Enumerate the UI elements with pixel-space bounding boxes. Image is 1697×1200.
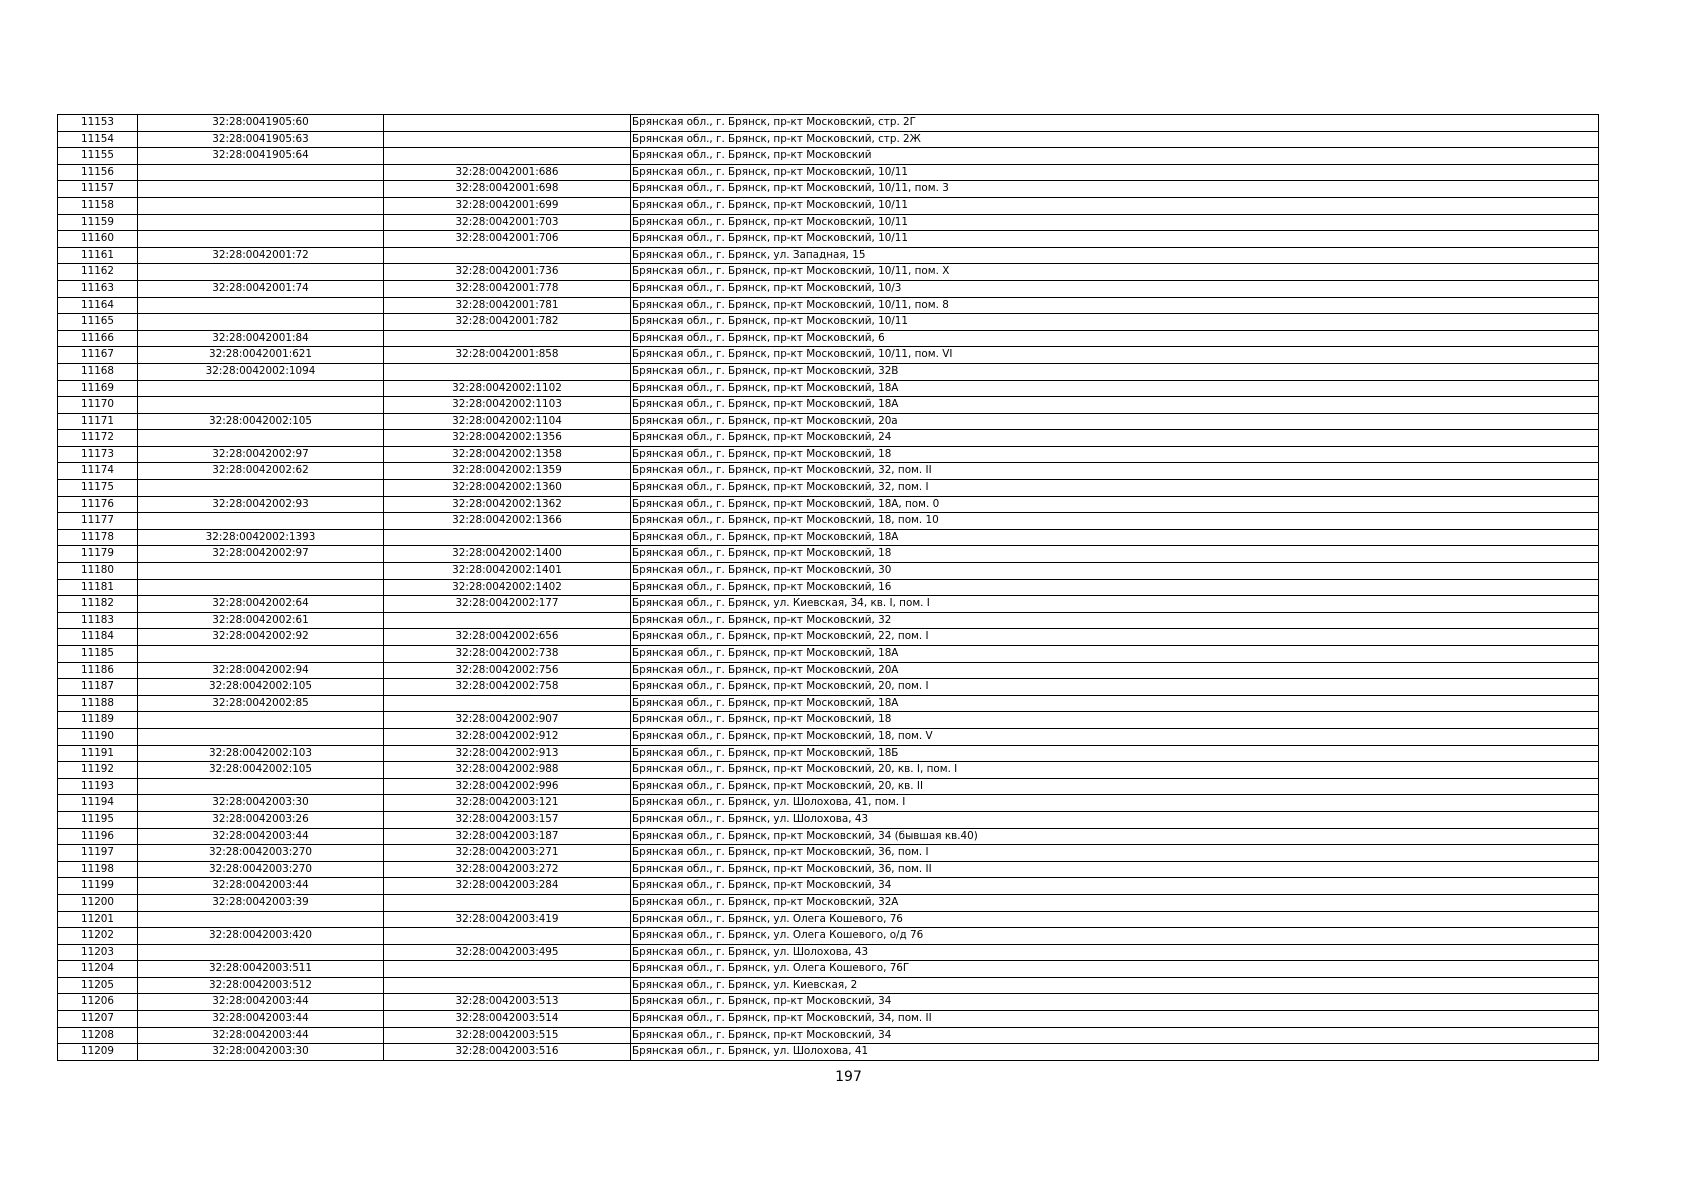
parcel-number-cell: 32:28:0042002:94 xyxy=(138,662,384,679)
parcel-number-cell: 32:28:0042003:420 xyxy=(138,928,384,945)
address-cell: Брянская обл., г. Брянск, пр-кт Московский, 18, пом. V xyxy=(631,728,1599,745)
parcel-number-cell: 32:28:0042002:61 xyxy=(138,612,384,629)
row-number-cell: 11206 xyxy=(58,994,138,1011)
row-number-cell: 11155 xyxy=(58,148,138,165)
object-number-cell: 32:28:0042002:738 xyxy=(384,646,631,663)
object-number-cell: 32:28:0042002:1356 xyxy=(384,430,631,447)
table-row xyxy=(58,662,1599,679)
address-cell: Брянская обл., г. Брянск, ул. Шолохова, 43 xyxy=(631,811,1599,828)
row-number-cell: 11162 xyxy=(58,264,138,281)
address-cell: Брянская обл., г. Брянск, пр-кт Московский, 18А xyxy=(631,529,1599,546)
address-cell: Брянская обл., г. Брянск, пр-кт Московский, 10/11 xyxy=(631,197,1599,214)
table-row xyxy=(58,828,1599,845)
parcel-number-cell xyxy=(138,164,384,181)
row-number-cell: 11164 xyxy=(58,297,138,314)
table-row xyxy=(58,397,1599,414)
table-row xyxy=(58,463,1599,480)
parcel-number-cell: 32:28:0042002:97 xyxy=(138,546,384,563)
object-number-cell: 32:28:0042003:284 xyxy=(384,878,631,895)
table-row xyxy=(58,894,1599,911)
object-number-cell: 32:28:0042003:271 xyxy=(384,845,631,862)
address-cell: Брянская обл., г. Брянск, ул. Киевская, 2 xyxy=(631,977,1599,994)
table-row xyxy=(58,131,1599,148)
object-number-cell xyxy=(384,247,631,264)
row-number-cell: 11180 xyxy=(58,563,138,580)
address-cell: Брянская обл., г. Брянск, ул. Западная, 15 xyxy=(631,247,1599,264)
address-cell: Брянская обл., г. Брянск, пр-кт Московский, 32 xyxy=(631,612,1599,629)
table-row xyxy=(58,911,1599,928)
table-row xyxy=(58,314,1599,331)
address-cell: Брянская обл., г. Брянск, пр-кт Московский, 10/11, пом. VI xyxy=(631,347,1599,364)
row-number-cell: 11189 xyxy=(58,712,138,729)
parcel-number-cell: 32:28:0042003:26 xyxy=(138,811,384,828)
address-cell: Брянская обл., г. Брянск, пр-кт Московский, 32А xyxy=(631,894,1599,911)
row-number-cell: 11194 xyxy=(58,795,138,812)
parcel-number-cell xyxy=(138,480,384,497)
object-number-cell: 32:28:0042002:1102 xyxy=(384,380,631,397)
row-number-cell: 11209 xyxy=(58,1044,138,1061)
object-number-cell: 32:28:0042003:514 xyxy=(384,1011,631,1028)
table-row xyxy=(58,944,1599,961)
address-cell: Брянская обл., г. Брянск, ул. Олега Кошевого, 76Г xyxy=(631,961,1599,978)
address-cell: Брянская обл., г. Брянск, ул. Шолохова, 43 xyxy=(631,944,1599,961)
parcel-number-cell xyxy=(138,430,384,447)
parcel-number-cell: 32:28:0042003:44 xyxy=(138,828,384,845)
address-cell: Брянская обл., г. Брянск, пр-кт Московский, 32, пом. I xyxy=(631,480,1599,497)
parcel-number-cell: 32:28:0042002:105 xyxy=(138,762,384,779)
object-number-cell: 32:28:0042001:703 xyxy=(384,214,631,231)
object-number-cell: 32:28:0042002:913 xyxy=(384,745,631,762)
row-number-cell: 11204 xyxy=(58,961,138,978)
parcel-number-cell xyxy=(138,181,384,198)
object-number-cell: 32:28:0042002:756 xyxy=(384,662,631,679)
address-cell: Брянская обл., г. Брянск, пр-кт Московский, 18, пом. 10 xyxy=(631,513,1599,530)
row-number-cell: 11183 xyxy=(58,612,138,629)
parcel-number-cell: 32:28:0042003:44 xyxy=(138,994,384,1011)
parcel-number-cell: 32:28:0042001:72 xyxy=(138,247,384,264)
object-number-cell: 32:28:0042002:758 xyxy=(384,679,631,696)
row-number-cell: 11171 xyxy=(58,413,138,430)
table-row xyxy=(58,430,1599,447)
row-number-cell: 11182 xyxy=(58,596,138,613)
address-cell: Брянская обл., г. Брянск, ул. Олега Кошевого, о/д 76 xyxy=(631,928,1599,945)
object-number-cell: 32:28:0042001:858 xyxy=(384,347,631,364)
parcel-number-cell: 32:28:0042003:30 xyxy=(138,1044,384,1061)
row-number-cell: 11205 xyxy=(58,977,138,994)
address-cell: Брянская обл., г. Брянск, пр-кт Московский, 18 xyxy=(631,446,1599,463)
registry-table xyxy=(57,114,1599,1061)
table-row xyxy=(58,197,1599,214)
address-cell: Брянская обл., г. Брянск, пр-кт Московский, 10/11, пом. 8 xyxy=(631,297,1599,314)
parcel-number-cell: 32:28:0042003:44 xyxy=(138,1027,384,1044)
row-number-cell: 11173 xyxy=(58,446,138,463)
object-number-cell: 32:28:0042003:157 xyxy=(384,811,631,828)
row-number-cell: 11198 xyxy=(58,861,138,878)
row-number-cell: 11163 xyxy=(58,280,138,297)
address-cell: Брянская обл., г. Брянск, пр-кт Московский, 18А xyxy=(631,646,1599,663)
address-cell: Брянская обл., г. Брянск, пр-кт Московский, 34, пом. II xyxy=(631,1011,1599,1028)
table-row xyxy=(58,247,1599,264)
object-number-cell: 32:28:0042002:996 xyxy=(384,778,631,795)
parcel-number-cell: 32:28:0042003:39 xyxy=(138,894,384,911)
address-cell: Брянская обл., г. Брянск, пр-кт Московский, 36, пом. I xyxy=(631,845,1599,862)
table-row xyxy=(58,728,1599,745)
address-cell: Брянская обл., г. Брянск, пр-кт Московский, 18А xyxy=(631,695,1599,712)
object-number-cell: 32:28:0042003:419 xyxy=(384,911,631,928)
table-row xyxy=(58,762,1599,779)
address-cell: Брянская обл., г. Брянск, пр-кт Московский, 18А xyxy=(631,397,1599,414)
row-number-cell: 11188 xyxy=(58,695,138,712)
address-cell: Брянская обл., г. Брянск, пр-кт Московский, 16 xyxy=(631,579,1599,596)
address-cell: Брянская обл., г. Брянск, пр-кт Московский, 18 xyxy=(631,712,1599,729)
row-number-cell: 11177 xyxy=(58,513,138,530)
address-cell: Брянская обл., г. Брянск, пр-кт Московский, 10/11 xyxy=(631,164,1599,181)
object-number-cell: 32:28:0042002:1400 xyxy=(384,546,631,563)
object-number-cell: 32:28:0042002:907 xyxy=(384,712,631,729)
row-number-cell: 11176 xyxy=(58,496,138,513)
row-number-cell: 11174 xyxy=(58,463,138,480)
parcel-number-cell xyxy=(138,264,384,281)
object-number-cell xyxy=(384,131,631,148)
object-number-cell: 32:28:0042001:686 xyxy=(384,164,631,181)
parcel-number-cell xyxy=(138,712,384,729)
address-cell: Брянская обл., г. Брянск, пр-кт Московский, 34 xyxy=(631,1027,1599,1044)
parcel-number-cell xyxy=(138,579,384,596)
table-row xyxy=(58,1027,1599,1044)
object-number-cell: 32:28:0042003:187 xyxy=(384,828,631,845)
object-number-cell: 32:28:0042002:1358 xyxy=(384,446,631,463)
parcel-number-cell: 32:28:0042002:85 xyxy=(138,695,384,712)
row-number-cell: 11184 xyxy=(58,629,138,646)
row-number-cell: 11199 xyxy=(58,878,138,895)
table-row xyxy=(58,380,1599,397)
parcel-number-cell: 32:28:0042001:621 xyxy=(138,347,384,364)
parcel-number-cell: 32:28:0042003:511 xyxy=(138,961,384,978)
parcel-number-cell xyxy=(138,646,384,663)
address-cell: Брянская обл., г. Брянск, пр-кт Московский, 6 xyxy=(631,330,1599,347)
table-row xyxy=(58,845,1599,862)
parcel-number-cell: 32:28:0042003:512 xyxy=(138,977,384,994)
table-row xyxy=(58,181,1599,198)
object-number-cell: 32:28:0042001:698 xyxy=(384,181,631,198)
object-number-cell: 32:28:0042001:699 xyxy=(384,197,631,214)
table-row xyxy=(58,629,1599,646)
address-cell: Брянская обл., г. Брянск, ул. Шолохова, 41, пом. I xyxy=(631,795,1599,812)
object-number-cell xyxy=(384,148,631,165)
parcel-number-cell: 32:28:0042003:44 xyxy=(138,1011,384,1028)
parcel-number-cell: 32:28:0042002:97 xyxy=(138,446,384,463)
row-number-cell: 11166 xyxy=(58,330,138,347)
parcel-number-cell: 32:28:0041905:60 xyxy=(138,115,384,132)
row-number-cell: 11202 xyxy=(58,928,138,945)
object-number-cell xyxy=(384,977,631,994)
object-number-cell xyxy=(384,330,631,347)
row-number-cell: 11156 xyxy=(58,164,138,181)
object-number-cell: 32:28:0042002:1360 xyxy=(384,480,631,497)
parcel-number-cell: 32:28:0042002:105 xyxy=(138,413,384,430)
row-number-cell: 11191 xyxy=(58,745,138,762)
object-number-cell: 32:28:0042001:706 xyxy=(384,231,631,248)
object-number-cell: 32:28:0042001:781 xyxy=(384,297,631,314)
address-cell: Брянская обл., г. Брянск, пр-кт Московский, 18А, пом. 0 xyxy=(631,496,1599,513)
row-number-cell: 11197 xyxy=(58,845,138,862)
address-cell: Брянская обл., г. Брянск, ул. Шолохова, 41 xyxy=(631,1044,1599,1061)
row-number-cell: 11195 xyxy=(58,811,138,828)
object-number-cell: 32:28:0042002:1362 xyxy=(384,496,631,513)
row-number-cell: 11170 xyxy=(58,397,138,414)
row-number-cell: 11159 xyxy=(58,214,138,231)
object-number-cell xyxy=(384,894,631,911)
row-number-cell: 11196 xyxy=(58,828,138,845)
parcel-number-cell xyxy=(138,214,384,231)
parcel-number-cell: 32:28:0042002:93 xyxy=(138,496,384,513)
table-row xyxy=(58,363,1599,380)
table-row xyxy=(58,596,1599,613)
address-cell: Брянская обл., г. Брянск, пр-кт Московский, 32В xyxy=(631,363,1599,380)
object-number-cell xyxy=(384,529,631,546)
parcel-number-cell xyxy=(138,380,384,397)
table-row xyxy=(58,446,1599,463)
page-number: 197 xyxy=(835,1069,862,1085)
table-row xyxy=(58,563,1599,580)
object-number-cell: 32:28:0042002:1359 xyxy=(384,463,631,480)
row-number-cell: 11165 xyxy=(58,314,138,331)
table-row xyxy=(58,413,1599,430)
row-number-cell: 11185 xyxy=(58,646,138,663)
parcel-number-cell xyxy=(138,197,384,214)
address-cell: Брянская обл., г. Брянск, пр-кт Московский, 20, кв. I, пом. I xyxy=(631,762,1599,779)
row-number-cell: 11201 xyxy=(58,911,138,928)
table-row xyxy=(58,280,1599,297)
object-number-cell: 32:28:0042003:513 xyxy=(384,994,631,1011)
table-row xyxy=(58,745,1599,762)
parcel-number-cell: 32:28:0042002:64 xyxy=(138,596,384,613)
address-cell: Брянская обл., г. Брянск, пр-кт Московский, 20, пом. I xyxy=(631,679,1599,696)
parcel-number-cell: 32:28:0042002:1393 xyxy=(138,529,384,546)
object-number-cell: 32:28:0042001:736 xyxy=(384,264,631,281)
parcel-number-cell: 32:28:0042003:270 xyxy=(138,861,384,878)
row-number-cell: 11178 xyxy=(58,529,138,546)
row-number-cell: 11158 xyxy=(58,197,138,214)
row-number-cell: 11157 xyxy=(58,181,138,198)
table-row xyxy=(58,513,1599,530)
row-number-cell: 11153 xyxy=(58,115,138,132)
object-number-cell xyxy=(384,695,631,712)
table-row xyxy=(58,811,1599,828)
object-number-cell: 32:28:0042002:177 xyxy=(384,596,631,613)
table-row xyxy=(58,264,1599,281)
parcel-number-cell xyxy=(138,397,384,414)
parcel-number-cell: 32:28:0042002:62 xyxy=(138,463,384,480)
object-number-cell: 32:28:0042002:1104 xyxy=(384,413,631,430)
object-number-cell: 32:28:0042003:516 xyxy=(384,1044,631,1061)
table-row xyxy=(58,695,1599,712)
address-cell: Брянская обл., г. Брянск, пр-кт Московский, 34 (бывшая кв.40) xyxy=(631,828,1599,845)
address-cell: Брянская обл., г. Брянск, пр-кт Московский, 32, пом. II xyxy=(631,463,1599,480)
object-number-cell: 32:28:0042003:495 xyxy=(384,944,631,961)
object-number-cell xyxy=(384,363,631,380)
row-number-cell: 11160 xyxy=(58,231,138,248)
address-cell: Брянская обл., г. Брянск, пр-кт Московский, 34 xyxy=(631,878,1599,895)
table-row xyxy=(58,529,1599,546)
table-row xyxy=(58,1011,1599,1028)
object-number-cell xyxy=(384,115,631,132)
table-row xyxy=(58,164,1599,181)
registry-table-body xyxy=(58,115,1599,1061)
address-cell: Брянская обл., г. Брянск, пр-кт Московский, 34 xyxy=(631,994,1599,1011)
parcel-number-cell xyxy=(138,231,384,248)
address-cell: Брянская обл., г. Брянск, ул. Олега Кошевого, 76 xyxy=(631,911,1599,928)
parcel-number-cell: 32:28:0042003:44 xyxy=(138,878,384,895)
table-row xyxy=(58,579,1599,596)
address-cell: Брянская обл., г. Брянск, пр-кт Московский, 10/3 xyxy=(631,280,1599,297)
address-cell: Брянская обл., г. Брянск, пр-кт Московский, стр. 2Ж xyxy=(631,131,1599,148)
address-cell: Брянская обл., г. Брянск, пр-кт Московский, 20а xyxy=(631,413,1599,430)
row-number-cell: 11168 xyxy=(58,363,138,380)
object-number-cell: 32:28:0042002:1366 xyxy=(384,513,631,530)
address-cell: Брянская обл., г. Брянск, пр-кт Московский, 24 xyxy=(631,430,1599,447)
object-number-cell: 32:28:0042001:778 xyxy=(384,280,631,297)
parcel-number-cell: 32:28:0042002:92 xyxy=(138,629,384,646)
row-number-cell: 11186 xyxy=(58,662,138,679)
address-cell: Брянская обл., г. Брянск, пр-кт Московский, 10/11 xyxy=(631,214,1599,231)
object-number-cell: 32:28:0042002:1103 xyxy=(384,397,631,414)
parcel-number-cell: 32:28:0042002:1094 xyxy=(138,363,384,380)
table-row xyxy=(58,679,1599,696)
row-number-cell: 11181 xyxy=(58,579,138,596)
row-number-cell: 11193 xyxy=(58,778,138,795)
parcel-number-cell xyxy=(138,911,384,928)
object-number-cell: 32:28:0042002:1402 xyxy=(384,579,631,596)
table-row xyxy=(58,612,1599,629)
table-row xyxy=(58,496,1599,513)
address-cell: Брянская обл., г. Брянск, пр-кт Московский, 10/11, пом. X xyxy=(631,264,1599,281)
address-cell: Брянская обл., г. Брянск, пр-кт Московский, 18Б xyxy=(631,745,1599,762)
parcel-number-cell: 32:28:0042001:84 xyxy=(138,330,384,347)
parcel-number-cell xyxy=(138,513,384,530)
table-row xyxy=(58,231,1599,248)
table-row xyxy=(58,347,1599,364)
object-number-cell: 32:28:0042002:1401 xyxy=(384,563,631,580)
object-number-cell: 32:28:0042003:515 xyxy=(384,1027,631,1044)
address-cell: Брянская обл., г. Брянск, пр-кт Московский, 20, кв. II xyxy=(631,778,1599,795)
row-number-cell: 11208 xyxy=(58,1027,138,1044)
parcel-number-cell xyxy=(138,728,384,745)
parcel-number-cell xyxy=(138,563,384,580)
parcel-number-cell xyxy=(138,314,384,331)
parcel-number-cell: 32:28:0041905:64 xyxy=(138,148,384,165)
table-row xyxy=(58,148,1599,165)
table-row xyxy=(58,546,1599,563)
parcel-number-cell: 32:28:0041905:63 xyxy=(138,131,384,148)
address-cell: Брянская обл., г. Брянск, пр-кт Московский, 10/11 xyxy=(631,314,1599,331)
table-row xyxy=(58,994,1599,1011)
row-number-cell: 11207 xyxy=(58,1011,138,1028)
table-row xyxy=(58,961,1599,978)
table-row xyxy=(58,878,1599,895)
table-row xyxy=(58,928,1599,945)
row-number-cell: 11187 xyxy=(58,679,138,696)
row-number-cell: 11190 xyxy=(58,728,138,745)
address-cell: Брянская обл., г. Брянск, ул. Киевская, 34, кв. I, пом. I xyxy=(631,596,1599,613)
object-number-cell xyxy=(384,612,631,629)
row-number-cell: 11154 xyxy=(58,131,138,148)
parcel-number-cell xyxy=(138,778,384,795)
address-cell: Брянская обл., г. Брянск, пр-кт Московский, 10/11, пом. 3 xyxy=(631,181,1599,198)
row-number-cell: 11179 xyxy=(58,546,138,563)
table-row xyxy=(58,646,1599,663)
object-number-cell xyxy=(384,961,631,978)
row-number-cell: 11169 xyxy=(58,380,138,397)
address-cell: Брянская обл., г. Брянск, пр-кт Московский, 20А xyxy=(631,662,1599,679)
table-row xyxy=(58,214,1599,231)
parcel-number-cell xyxy=(138,944,384,961)
parcel-number-cell xyxy=(138,297,384,314)
address-cell: Брянская обл., г. Брянск, пр-кт Московский, 10/11 xyxy=(631,231,1599,248)
table-row xyxy=(58,712,1599,729)
object-number-cell: 32:28:0042003:121 xyxy=(384,795,631,812)
row-number-cell: 11200 xyxy=(58,894,138,911)
row-number-cell: 11161 xyxy=(58,247,138,264)
table-row xyxy=(58,115,1599,132)
parcel-number-cell: 32:28:0042002:103 xyxy=(138,745,384,762)
row-number-cell: 11167 xyxy=(58,347,138,364)
parcel-number-cell: 32:28:0042003:270 xyxy=(138,845,384,862)
address-cell: Брянская обл., г. Брянск, пр-кт Московский xyxy=(631,148,1599,165)
object-number-cell: 32:28:0042002:988 xyxy=(384,762,631,779)
object-number-cell: 32:28:0042002:656 xyxy=(384,629,631,646)
row-number-cell: 11203 xyxy=(58,944,138,961)
address-cell: Брянская обл., г. Брянск, пр-кт Московский, стр. 2Г xyxy=(631,115,1599,132)
row-number-cell: 11172 xyxy=(58,430,138,447)
object-number-cell xyxy=(384,928,631,945)
table-row xyxy=(58,977,1599,994)
object-number-cell: 32:28:0042003:272 xyxy=(384,861,631,878)
address-cell: Брянская обл., г. Брянск, пр-кт Московский, 36, пом. II xyxy=(631,861,1599,878)
table-row xyxy=(58,297,1599,314)
table-row xyxy=(58,1044,1599,1061)
parcel-number-cell: 32:28:0042002:105 xyxy=(138,679,384,696)
address-cell: Брянская обл., г. Брянск, пр-кт Московский, 18 xyxy=(631,546,1599,563)
row-number-cell: 11175 xyxy=(58,480,138,497)
table-row xyxy=(58,861,1599,878)
address-cell: Брянская обл., г. Брянск, пр-кт Московский, 18А xyxy=(631,380,1599,397)
object-number-cell: 32:28:0042002:912 xyxy=(384,728,631,745)
table-row xyxy=(58,330,1599,347)
parcel-number-cell: 32:28:0042003:30 xyxy=(138,795,384,812)
row-number-cell: 11192 xyxy=(58,762,138,779)
object-number-cell: 32:28:0042001:782 xyxy=(384,314,631,331)
table-row xyxy=(58,778,1599,795)
table-row xyxy=(58,795,1599,812)
parcel-number-cell: 32:28:0042001:74 xyxy=(138,280,384,297)
address-cell: Брянская обл., г. Брянск, пр-кт Московский, 22, пом. I xyxy=(631,629,1599,646)
table-row xyxy=(58,480,1599,497)
address-cell: Брянская обл., г. Брянск, пр-кт Московский, 30 xyxy=(631,563,1599,580)
